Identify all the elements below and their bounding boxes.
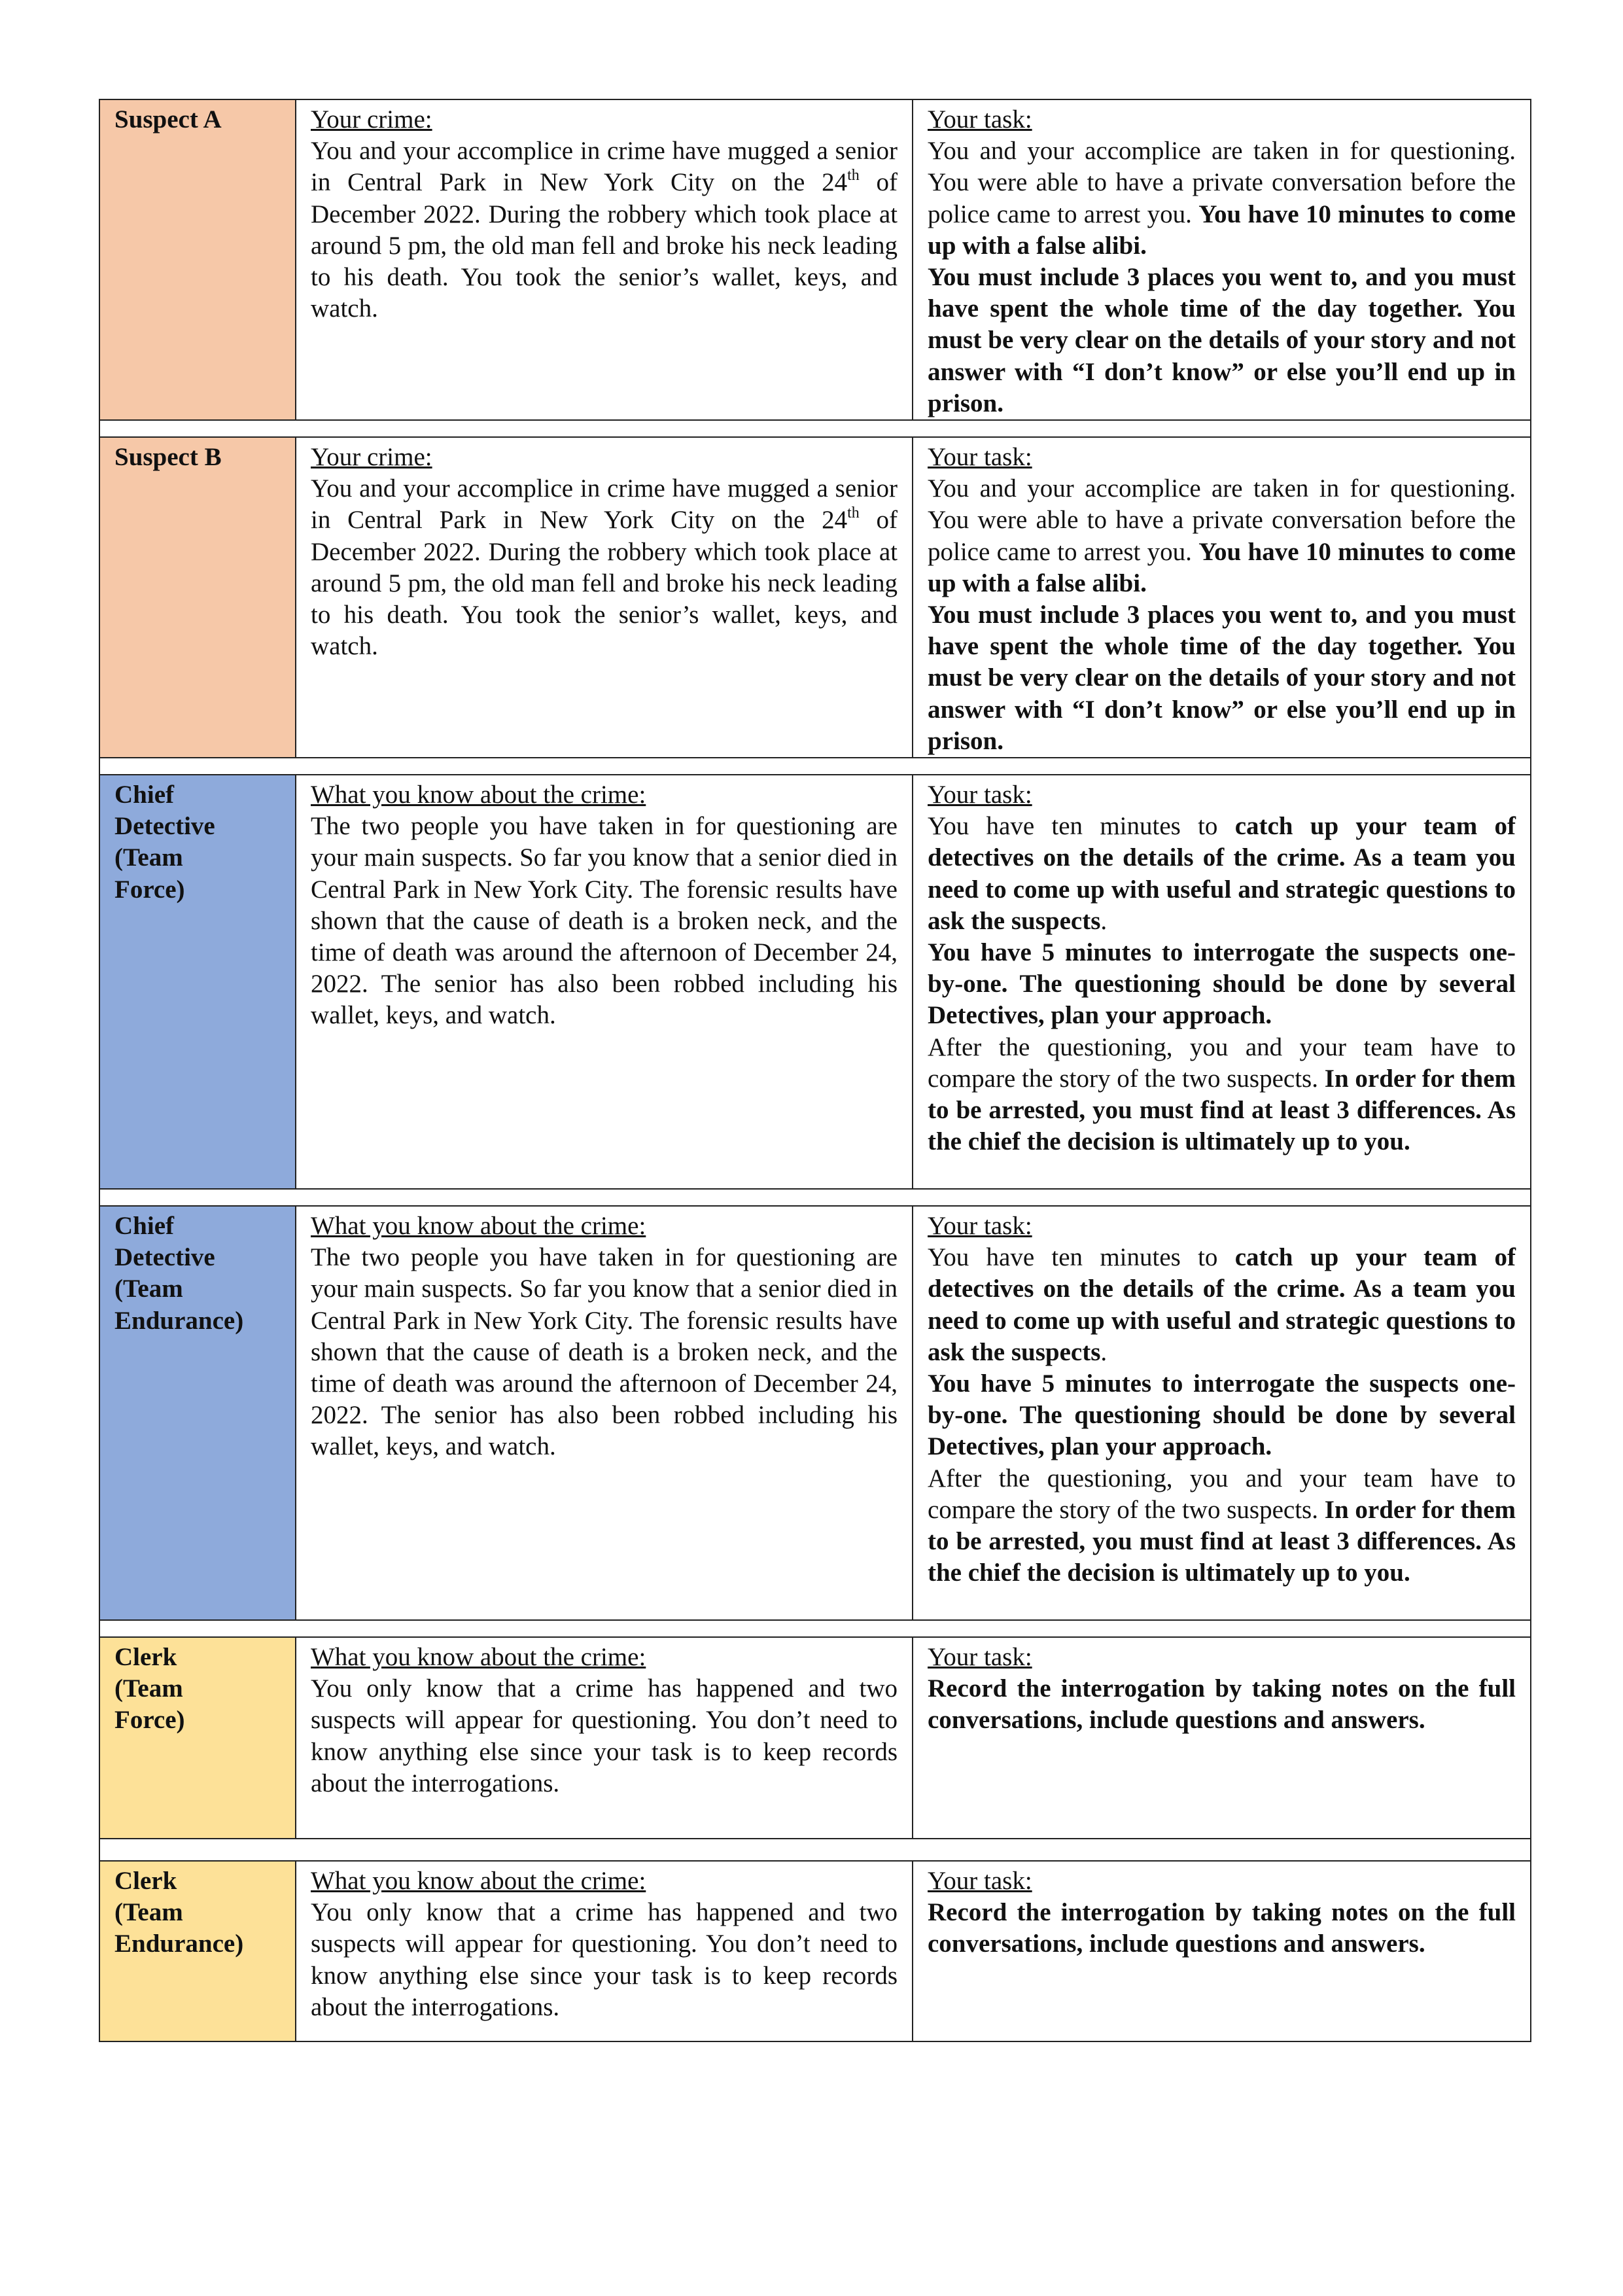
- role-name-cell: [99, 1206, 296, 1620]
- task-cell: [913, 1206, 1531, 1620]
- row-spacer: [99, 758, 1531, 775]
- task-paragraph: [928, 1032, 1516, 1158]
- role-cards-document: [99, 99, 1530, 2042]
- role-cards-table: [99, 99, 1531, 2042]
- task-header: Your task:: [928, 105, 1032, 133]
- row-spacer: [99, 1189, 1531, 1206]
- role-name-line: (Team: [114, 1674, 183, 1703]
- role-name-cell: [99, 775, 296, 1189]
- task-text: You and your accomplice are taken in for questioning. You were able to have a private conversation before the police came to arrest you.: [928, 137, 1516, 228]
- task-text-bold: catch up your team of detectives on the details of the crime. As a team you need to come up with useful and strategic questions to ask the suspects: [928, 812, 1516, 935]
- task-header: Your task:: [928, 781, 1032, 809]
- role-row-suspect-b: [99, 437, 1531, 758]
- task-cell: [913, 1637, 1531, 1839]
- info-header: What you know about the crime:: [311, 1212, 646, 1241]
- info-text: The two people you have taken in for questioning are your main suspects. So far you know that a senior died in Central Park in New York City. The forensic results have shown that the cause of death is a broken neck, and the time of death was around the afternoon of December 24, 2022. The senior has also been robbed including his wallet, keys, and watch.: [311, 1243, 898, 1461]
- info-text: You only know that a crime has happened and two suspects will appear for questioning. You don’t need to know anything else since your task is to keep records about the interrogations.: [311, 1674, 898, 1797]
- role-row-clerk-force: [99, 1637, 1531, 1839]
- role-name-cell: [99, 1637, 296, 1839]
- info-text-part: You and your accomplice in crime have mugged a senior in Central Park in New York City on the 24: [311, 137, 898, 197]
- role-row-clerk-endurance: [99, 1861, 1531, 2041]
- role-name-line: Chief: [114, 781, 174, 809]
- role-name-line: Clerk: [114, 1867, 177, 1896]
- info-text-part: of December 2022. During the robbery which took place at around 5 pm, the old man fell and broke his neck leading to his death. You took the senior’s wallet, keys, and watch.: [311, 506, 898, 661]
- info-text: You only know that a crime has happened and two suspects will appear for questioning. You don’t need to know anything else since your task is to keep records about the interrogations.: [311, 1898, 898, 2021]
- task-text-bold: You must include 3 places you went to, and you must have spent the whole time of the day together. You must be very clear on the details of your story and not answer with “I don’t know” or else you’ll end up in prison.: [928, 263, 1516, 417]
- role-name: Suspect B: [114, 443, 222, 472]
- task-text-bold: You have 5 minutes to interrogate the suspects one-by-one. The questioning should be done by several Detectives, plan your approach.: [928, 1369, 1516, 1461]
- role-name-line: Detective: [114, 1243, 215, 1272]
- crime-info-cell: [296, 99, 913, 420]
- task-text: After the questioning, you and your team have to compare the story of the two suspects.: [928, 1464, 1516, 1524]
- crime-info-cell: [296, 775, 913, 1189]
- info-header: Your crime:: [311, 443, 432, 472]
- row-spacer: [99, 420, 1531, 437]
- task-text-bold: In order for them to be arrested, you must find at least 3 differences. As the chief the decision is ultimately up to you.: [928, 1495, 1516, 1587]
- task-text: After the questioning, you and your team have to compare the story of the two suspects.: [928, 1033, 1516, 1093]
- task-text: .: [1100, 1337, 1108, 1366]
- task-header: Your task:: [928, 1643, 1032, 1672]
- role-name-cell: [99, 1861, 296, 2041]
- info-text: The two people you have taken in for questioning are your main suspects. So far you know that a senior died in Central Park in New York City. The forensic results have shown that the cause of death is a broken neck, and the time of death was around the afternoon of December 24, 2022. The senior has also been robbed including his wallet, keys, and watch.: [311, 812, 898, 1030]
- row-spacer: [99, 1839, 1531, 1861]
- task-text-bold: In order for them to be arrested, you must find at least 3 differences. As the chief the decision is ultimately up to you.: [928, 1064, 1516, 1156]
- task-paragraph: [928, 1463, 1516, 1589]
- info-header: What you know about the crime:: [311, 781, 646, 809]
- role-name-line: Chief: [114, 1212, 174, 1241]
- role-name-line: Endurance): [114, 1306, 244, 1335]
- role-name-line: (Team: [114, 843, 183, 872]
- task-cell: [913, 775, 1531, 1189]
- task-text: You have ten minutes to: [928, 1243, 1235, 1272]
- task-cell: [913, 99, 1531, 420]
- task-text: You have ten minutes to: [928, 812, 1235, 841]
- role-name-line: Clerk: [114, 1643, 177, 1672]
- task-text-bold: catch up your team of detectives on the details of the crime. As a team you need to come up with useful and strategic questions to ask the suspects: [928, 1243, 1516, 1366]
- task-text: .: [1100, 906, 1108, 935]
- role-name-cell: [99, 437, 296, 758]
- role-name-line: Detective: [114, 812, 215, 841]
- task-text-bold: You must include 3 places you went to, and you must have spent the whole time of the day together. You must be very clear on the details of your story and not answer with “I don’t know” or else you’ll end up in prison.: [928, 601, 1516, 755]
- role-name: Suspect A: [114, 105, 222, 133]
- crime-info-cell: [296, 1206, 913, 1620]
- task-text-bold: You have 5 minutes to interrogate the suspects one-by-one. The questioning should be done by several Detectives, plan your approach.: [928, 938, 1516, 1030]
- task-text-bold: Record the interrogation by taking notes on the full conversations, include questions and answers.: [928, 1898, 1516, 1958]
- task-header: Your task:: [928, 443, 1032, 472]
- role-name-line: (Team: [114, 1898, 183, 1927]
- role-row-suspect-a: [99, 99, 1531, 420]
- crime-info-cell: [296, 437, 913, 758]
- row-spacer: [99, 1620, 1531, 1637]
- role-name-line: (Team: [114, 1275, 183, 1303]
- role-name-line: Force): [114, 875, 185, 904]
- info-header: What you know about the crime:: [311, 1643, 646, 1672]
- task-text-bold: You have 10 minutes to come up with a false alibi.: [928, 200, 1516, 260]
- task-text: You and your accomplice are taken in for questioning. You were able to have a private conversation before the police came to arrest you.: [928, 474, 1516, 566]
- task-cell: [913, 1861, 1531, 2041]
- info-header: What you know about the crime:: [311, 1867, 646, 1896]
- info-text-part: You and your accomplice in crime have mugged a senior in Central Park in New York City on the 24: [311, 474, 898, 535]
- role-row-chief-detective-force: [99, 775, 1531, 1189]
- task-header: Your task:: [928, 1212, 1032, 1241]
- crime-info-cell: [296, 1637, 913, 1839]
- role-name-cell: [99, 99, 296, 420]
- info-text-part: of December 2022. During the robbery which took place at around 5 pm, the old man fell and broke his neck leading to his death. You took the senior’s wallet, keys, and watch.: [311, 168, 898, 323]
- role-row-chief-detective-endurance: [99, 1206, 1531, 1620]
- ordinal-suffix: th: [847, 167, 860, 185]
- info-header: Your crime:: [311, 105, 432, 133]
- task-cell: [913, 437, 1531, 758]
- task-text-bold: You have 10 minutes to come up with a false alibi.: [928, 537, 1516, 597]
- task-text-bold: Record the interrogation by taking notes on the full conversations, include questions and answers.: [928, 1674, 1516, 1735]
- crime-info-cell: [296, 1861, 913, 2041]
- role-name-line: Endurance): [114, 1930, 244, 1958]
- ordinal-suffix: th: [847, 504, 860, 522]
- task-header: Your task:: [928, 1867, 1032, 1896]
- role-name-line: Force): [114, 1706, 185, 1735]
